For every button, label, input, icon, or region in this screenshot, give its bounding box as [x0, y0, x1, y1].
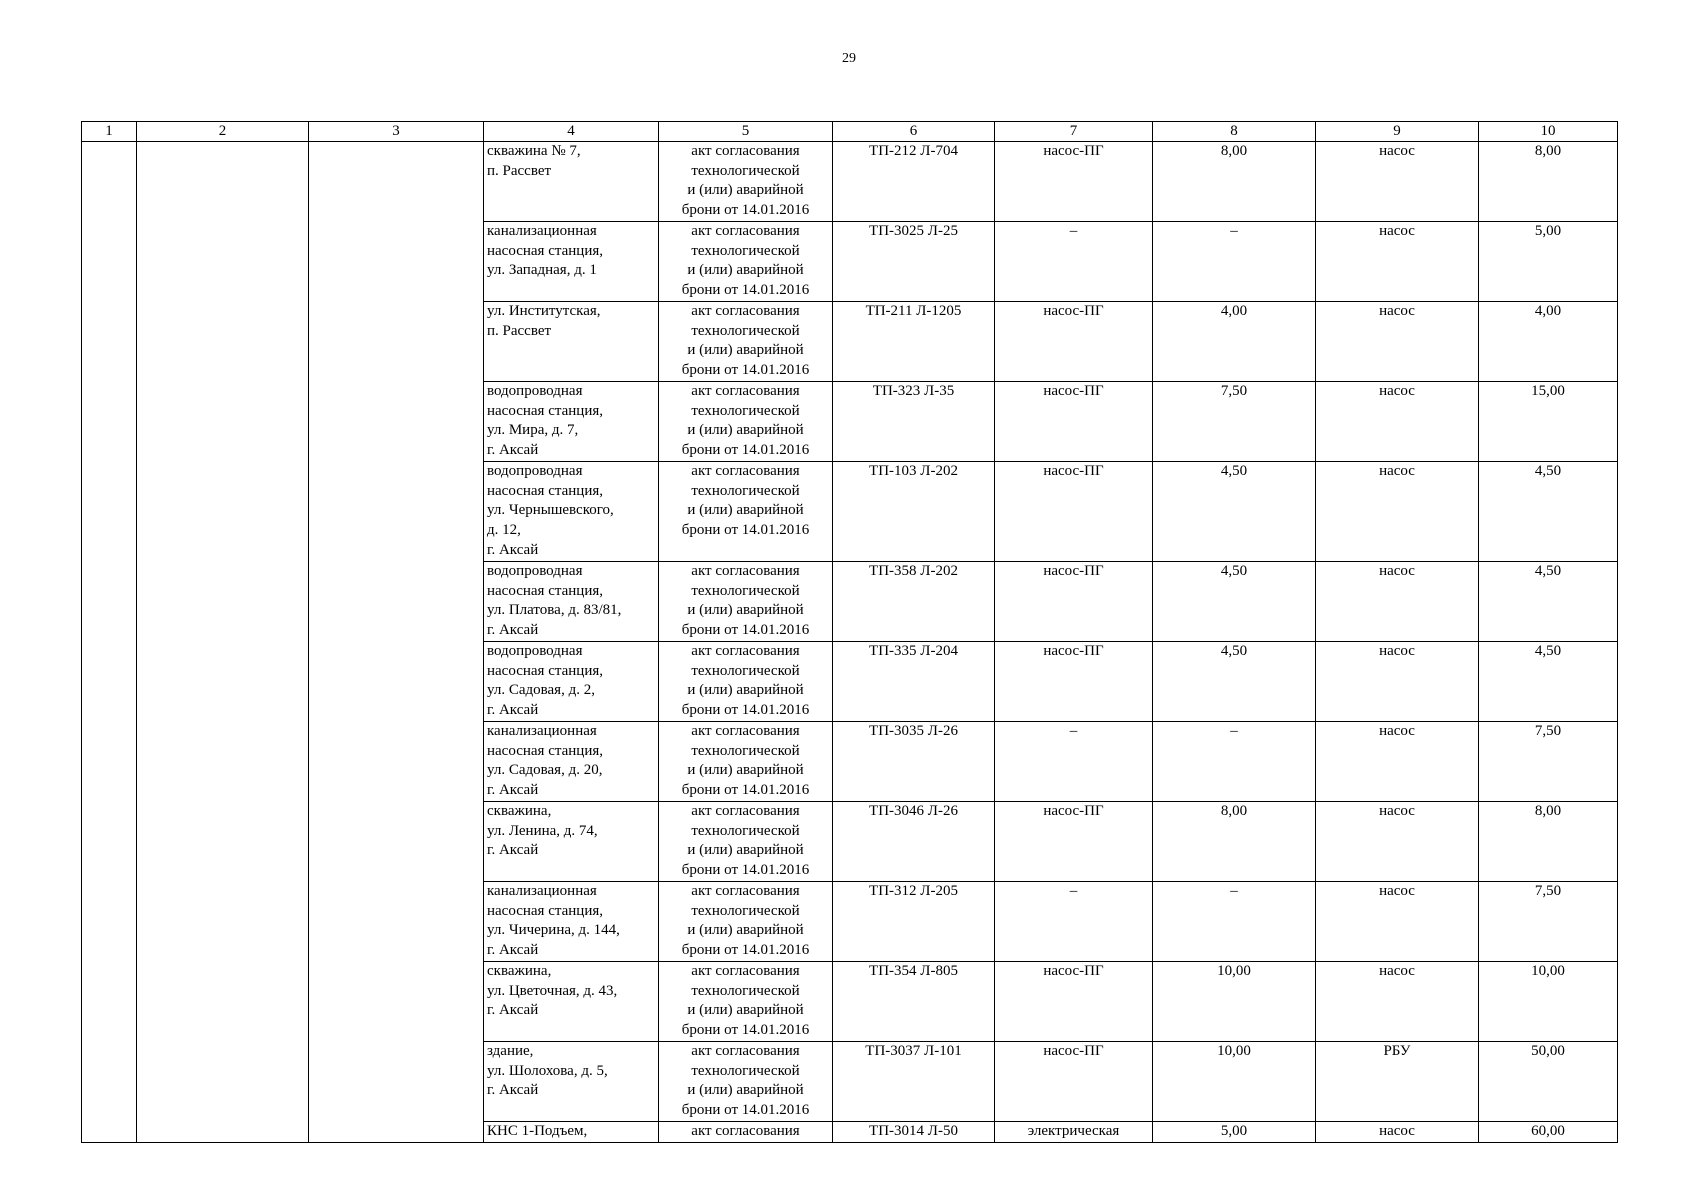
object-cell: канализационная насосная станция, ул. Чичерина, д. 144, г. Аксай [484, 882, 659, 962]
empty-cell-col-2 [137, 142, 309, 1143]
power-cell: 10,00 [1153, 1042, 1316, 1122]
object-cell: водопроводная насосная станция, ул. Садовая, д. 2, г. Аксай [484, 642, 659, 722]
consumer-type-cell: насос-ПГ [995, 802, 1153, 882]
power-cell: – [1153, 222, 1316, 302]
object-cell: КНС 1-Подъем, [484, 1122, 659, 1143]
total-power-cell: 4,50 [1479, 562, 1618, 642]
power-cell: 7,50 [1153, 382, 1316, 462]
total-power-cell: 50,00 [1479, 1042, 1618, 1122]
consumer-type-cell: – [995, 882, 1153, 962]
empty-cell-col-3 [309, 142, 484, 1143]
empty-cell-col-1 [82, 142, 137, 1143]
object-cell: здание, ул. Шолохова, д. 5, г. Аксай [484, 1042, 659, 1122]
power-cell: 8,00 [1153, 802, 1316, 882]
consumer-type-cell: насос-ПГ [995, 302, 1153, 382]
substation-cell: ТП-358 Л-202 [833, 562, 995, 642]
document-cell: акт согласования технологической и (или) аварийной брони от 14.01.2016 [659, 302, 833, 382]
header-cell-5: 5 [659, 122, 833, 142]
substation-cell: ТП-354 Л-805 [833, 962, 995, 1042]
document-cell: акт согласования технологической и (или) аварийной брони от 14.01.2016 [659, 962, 833, 1042]
document-cell: акт согласования технологической и (или) аварийной брони от 14.01.2016 [659, 142, 833, 222]
substation-cell: ТП-3025 Л-25 [833, 222, 995, 302]
total-power-cell: 10,00 [1479, 962, 1618, 1042]
power-cell: 8,00 [1153, 142, 1316, 222]
object-cell: скважина, ул. Цветочная, д. 43, г. Аксай [484, 962, 659, 1042]
consumer-type-cell: насос-ПГ [995, 462, 1153, 562]
document-cell: акт согласования технологической и (или) аварийной брони от 14.01.2016 [659, 382, 833, 462]
document-cell: акт согласования технологической и (или) аварийной брони от 14.01.2016 [659, 462, 833, 562]
header-cell-8: 8 [1153, 122, 1316, 142]
equipment-cell: насос [1316, 642, 1479, 722]
substation-cell: ТП-3035 Л-26 [833, 722, 995, 802]
power-cell: 4,50 [1153, 642, 1316, 722]
consumer-type-cell: насос-ПГ [995, 642, 1153, 722]
substation-cell: ТП-312 Л-205 [833, 882, 995, 962]
consumer-type-cell: электрическая [995, 1122, 1153, 1143]
object-cell: скважина № 7, п. Рассвет [484, 142, 659, 222]
document-cell: акт согласования [659, 1122, 833, 1143]
consumer-type-cell: – [995, 722, 1153, 802]
object-cell: водопроводная насосная станция, ул. Мира, д. 7, г. Аксай [484, 382, 659, 462]
power-cell: 5,00 [1153, 1122, 1316, 1143]
power-cell: 4,50 [1153, 562, 1316, 642]
header-cell-10: 10 [1479, 122, 1618, 142]
equipment-cell: насос [1316, 562, 1479, 642]
header-cell-2: 2 [137, 122, 309, 142]
header-cell-3: 3 [309, 122, 484, 142]
object-cell: водопроводная насосная станция, ул. Платова, д. 83/81, г. Аксай [484, 562, 659, 642]
header-cell-1: 1 [82, 122, 137, 142]
object-cell: канализационная насосная станция, ул. Садовая, д. 20, г. Аксай [484, 722, 659, 802]
equipment-cell: насос [1316, 462, 1479, 562]
object-cell: водопроводная насосная станция, ул. Чернышевского, д. 12, г. Аксай [484, 462, 659, 562]
substation-cell: ТП-103 Л-202 [833, 462, 995, 562]
header-row [82, 122, 1618, 142]
substation-cell: ТП-212 Л-704 [833, 142, 995, 222]
equipment-cell: насос [1316, 382, 1479, 462]
document-cell: акт согласования технологической и (или) аварийной брони от 14.01.2016 [659, 1042, 833, 1122]
consumer-type-cell: насос-ПГ [995, 962, 1153, 1042]
header-cell-4: 4 [484, 122, 659, 142]
header-cell-6: 6 [833, 122, 995, 142]
table-row [82, 142, 1618, 222]
substation-cell: ТП-211 Л-1205 [833, 302, 995, 382]
document-cell: акт согласования технологической и (или) аварийной брони от 14.01.2016 [659, 882, 833, 962]
power-cell: – [1153, 882, 1316, 962]
equipment-cell: насос [1316, 1122, 1479, 1143]
equipment-cell: насос [1316, 142, 1479, 222]
document-cell: акт согласования технологической и (или) аварийной брони от 14.01.2016 [659, 642, 833, 722]
object-cell: ул. Институтская, п. Рассвет [484, 302, 659, 382]
equipment-cell: насос [1316, 722, 1479, 802]
equipment-cell: насос [1316, 882, 1479, 962]
equipment-cell: РБУ [1316, 1042, 1479, 1122]
equipment-cell: насос [1316, 962, 1479, 1042]
consumer-type-cell: насос-ПГ [995, 562, 1153, 642]
total-power-cell: 8,00 [1479, 142, 1618, 222]
power-cell: 4,00 [1153, 302, 1316, 382]
power-cell: – [1153, 722, 1316, 802]
substation-cell: ТП-3014 Л-50 [833, 1122, 995, 1143]
total-power-cell: 7,50 [1479, 722, 1618, 802]
equipment-table [81, 121, 1618, 1143]
total-power-cell: 60,00 [1479, 1122, 1618, 1143]
power-cell: 4,50 [1153, 462, 1316, 562]
document-cell: акт согласования технологической и (или) аварийной брони от 14.01.2016 [659, 562, 833, 642]
total-power-cell: 8,00 [1479, 802, 1618, 882]
object-cell: скважина, ул. Ленина, д. 74, г. Аксай [484, 802, 659, 882]
consumer-type-cell: насос-ПГ [995, 382, 1153, 462]
total-power-cell: 4,00 [1479, 302, 1618, 382]
substation-cell: ТП-323 Л-35 [833, 382, 995, 462]
document-cell: акт согласования технологической и (или) аварийной брони от 14.01.2016 [659, 802, 833, 882]
consumer-type-cell: – [995, 222, 1153, 302]
substation-cell: ТП-335 Л-204 [833, 642, 995, 722]
substation-cell: ТП-3046 Л-26 [833, 802, 995, 882]
substation-cell: ТП-3037 Л-101 [833, 1042, 995, 1122]
total-power-cell: 4,50 [1479, 642, 1618, 722]
equipment-cell: насос [1316, 802, 1479, 882]
total-power-cell: 15,00 [1479, 382, 1618, 462]
consumer-type-cell: насос-ПГ [995, 142, 1153, 222]
total-power-cell: 7,50 [1479, 882, 1618, 962]
consumer-type-cell: насос-ПГ [995, 1042, 1153, 1122]
document-cell: акт согласования технологической и (или) аварийной брони от 14.01.2016 [659, 722, 833, 802]
document-cell: акт согласования технологической и (или) аварийной брони от 14.01.2016 [659, 222, 833, 302]
header-cell-9: 9 [1316, 122, 1479, 142]
total-power-cell: 5,00 [1479, 222, 1618, 302]
page-number: 29 [842, 51, 856, 66]
header-cell-7: 7 [995, 122, 1153, 142]
equipment-cell: насос [1316, 302, 1479, 382]
total-power-cell: 4,50 [1479, 462, 1618, 562]
power-cell: 10,00 [1153, 962, 1316, 1042]
equipment-cell: насос [1316, 222, 1479, 302]
object-cell: канализационная насосная станция, ул. Западная, д. 1 [484, 222, 659, 302]
